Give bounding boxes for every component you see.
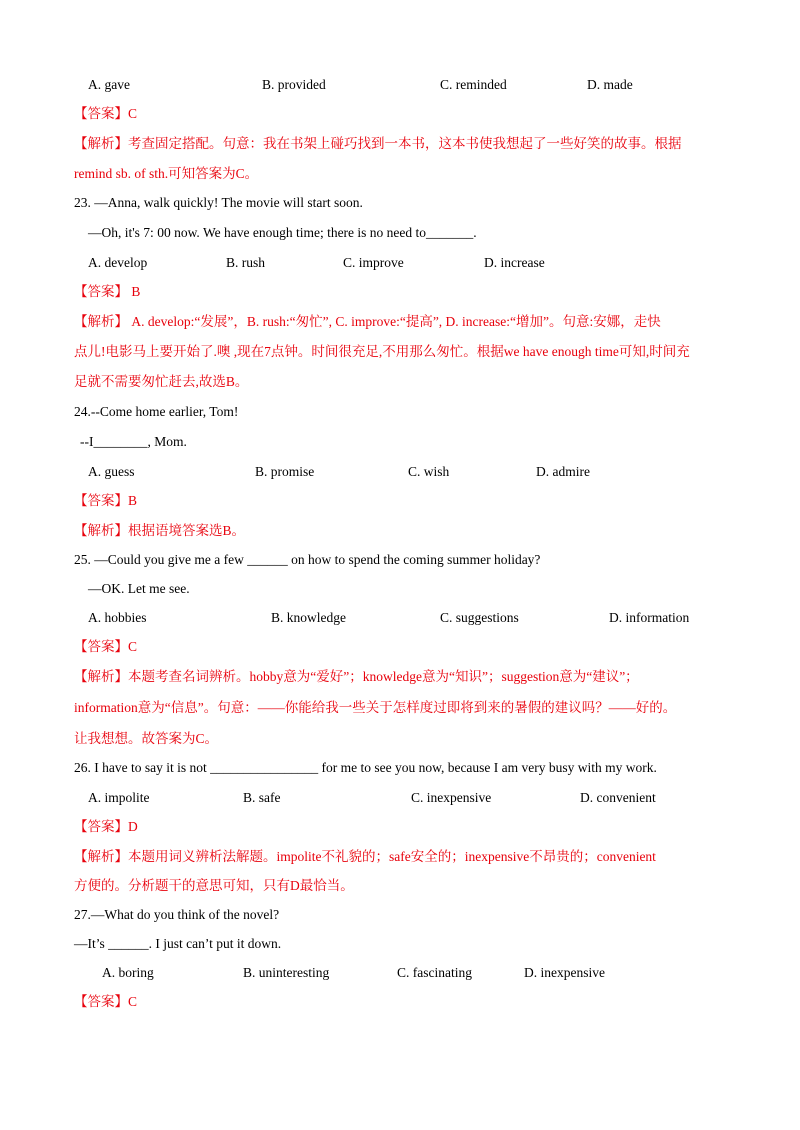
q22-analysis-line-2: remind sb. of sth.可知答案为C。 <box>74 166 259 181</box>
q24-option-c: C. wish <box>408 464 450 479</box>
q22-answer: 【答案】C <box>74 106 138 121</box>
q23-option-b: B. rush <box>226 255 266 270</box>
q25-analysis-line-1: 【解析】本题考查名词辨析。hobby意为“爱好”；knowledge意为“知识”；suggestion意为“建议”； <box>74 669 639 684</box>
q26-option-c: C. inexpensive <box>411 790 492 805</box>
q24-question-line-1: 24.--Come home earlier, Tom! <box>74 404 239 419</box>
q24-option-a: A. guess <box>88 464 135 479</box>
q27-question-line-2: —It’s ______. I just can’t put it down. <box>74 936 282 951</box>
q22-option-d: D. made <box>587 77 633 92</box>
q23-analysis-line-3: 足就不需要匆忙赶去,故选B。 <box>74 374 249 389</box>
q25-analysis-line-2: information意为“信息”。句意：——你能给我一些关于怎样度过即将到来的暑假的建议吗？——好的。 <box>74 700 677 715</box>
q23-option-c: C. improve <box>343 255 404 270</box>
q26-question-line-1: 26. I have to say it is not ________________ for me to see you now, because I am very busy with my work. <box>74 760 657 775</box>
q22-analysis-line-1: 【解析】考查固定搭配。句意：我在书架上碰巧找到一本书，这本书使我想起了一些好笑的故事。根据 <box>74 136 682 151</box>
q25-option-b: B. knowledge <box>271 610 346 625</box>
q22-option-a: A. gave <box>88 77 130 92</box>
q25-question-line-2: —OK. Let me see. <box>88 581 190 596</box>
q27-option-b: B. uninteresting <box>243 965 330 980</box>
q25-option-a: A. hobbies <box>88 610 147 625</box>
q23-option-a: A. develop <box>88 255 148 270</box>
q26-analysis-line-1: 【解析】本题用词义辨析法解题。impolite不礼貌的；safe安全的；inexpensive不昂贵的；convenient <box>74 849 656 864</box>
q23-question-line-2: —Oh, it's 7: 00 now. We have enough time; there is no need to_______. <box>88 225 477 240</box>
q23-answer: 【答案】 B <box>74 284 141 299</box>
q25-option-c: C. suggestions <box>440 610 519 625</box>
q26-option-b: B. safe <box>243 790 281 805</box>
q27-option-a: A. boring <box>102 965 154 980</box>
q24-question-line-2: --I________, Mom. <box>80 434 187 449</box>
q24-option-d: D. admire <box>536 464 590 479</box>
q26-option-a: A. impolite <box>88 790 150 805</box>
q24-option-b: B. promise <box>255 464 315 479</box>
q23-question-line-1: 23. —Anna, walk quickly! The movie will start soon. <box>74 195 363 210</box>
q22-option-c: C. reminded <box>440 77 507 92</box>
q27-option-d: D. inexpensive <box>524 965 605 980</box>
q26-analysis-line-2: 方便的。分析题干的意思可知，只有D最恰当。 <box>74 878 354 893</box>
q23-analysis-line-1: 【解析】 A. develop:“发展”，B. rush:“匆忙”, C. improve:“提高”, D. increase:“增加”。句意:安娜，走快 <box>74 314 661 329</box>
q22-option-b: B. provided <box>262 77 326 92</box>
q27-option-c: C. fascinating <box>397 965 472 980</box>
q27-question-line-1: 27.—What do you think of the novel? <box>74 907 280 922</box>
q24-analysis-line-1: 【解析】根据语境答案选B。 <box>74 523 246 538</box>
q25-analysis-line-3: 让我想想。故答案为C。 <box>74 731 219 746</box>
q24-answer: 【答案】B <box>74 493 138 508</box>
q23-analysis-line-2: 点儿!电影马上要开始了.噢 ,现在7点钟。时间很充足,不用那么匆忙。根据we have enough time可知,时间充 <box>74 344 690 359</box>
q25-option-d: D. information <box>609 610 690 625</box>
q25-question-line-1: 25. —Could you give me a few ______ on how to spend the coming summer holiday? <box>74 552 541 567</box>
q26-option-d: D. convenient <box>580 790 656 805</box>
q27-answer: 【答案】C <box>74 994 138 1009</box>
q25-answer: 【答案】C <box>74 639 138 654</box>
q23-option-d: D. increase <box>484 255 545 270</box>
q26-answer: 【答案】D <box>74 819 138 834</box>
